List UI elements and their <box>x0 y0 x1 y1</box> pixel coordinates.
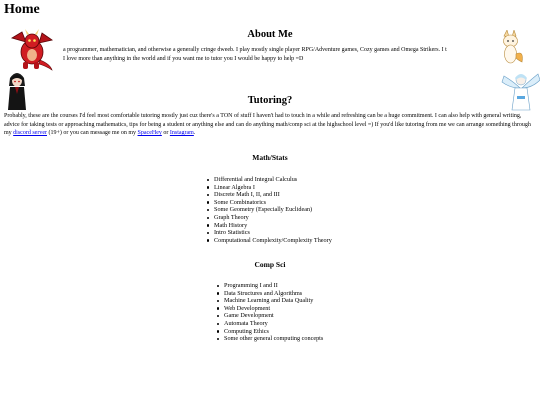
spacehey-link[interactable]: SpaceHey <box>137 130 162 136</box>
list-item: Web Development <box>216 305 323 313</box>
list-item: Linear Algebra I <box>206 184 332 192</box>
about-line-2: I love more than anything in the world and if you want me to tutor you I would be happy to help =D <box>63 56 304 62</box>
discord-server-link[interactable]: discord server <box>13 130 47 136</box>
math-stats-list <box>206 176 332 244</box>
about-line-1: a programmer, mathematician, and otherwise a generally cringe dweeb. I play mostly single player RPG/Adventure games, Cozy games and Omega Strikers. I t <box>63 47 447 53</box>
math-stats-heading: Math/Stats <box>252 153 288 162</box>
tutoring-text-mid: (19+) or you can message me on my <box>47 130 138 136</box>
list-item: Machine Learning and Data Quality <box>216 297 323 305</box>
list-item: Some other general computing concepts <box>216 335 323 343</box>
list-item: Intro Statistics <box>206 229 332 237</box>
fairy-character-icon <box>500 66 540 116</box>
tutoring-text-start: Probably, these are the courses I'd feel most comfortable tutoring mostly just cuz there's a TON of stuff I haven't had to touch in a while and refreshing can be a huge commitment. I can also help with general writing, advice for taking tests or approaching mathematics, tips for being a student or anything else and can do anything math/comp sci at the highschool level =) If you'd like tutoring from me we can arrange something through my <box>4 113 531 136</box>
list-item: Some Geometry (Especially Euclidean) <box>206 206 332 214</box>
about-heading: About Me <box>247 29 293 40</box>
tutoring-paragraph <box>4 112 536 138</box>
list-item: Some Combinatorics <box>206 199 332 207</box>
about-text <box>63 46 499 66</box>
list-item: Computing Ethics <box>216 328 323 336</box>
comp-sci-list <box>216 282 323 343</box>
tutoring-text-end: . <box>193 130 196 136</box>
tutoring-heading: Tutoring? <box>247 95 293 106</box>
list-item: Math History <box>206 222 332 230</box>
tutoring-text-or: or <box>161 130 170 136</box>
list-item: Game Development <box>216 312 323 320</box>
list-item: Graph Theory <box>206 214 332 222</box>
list-item: Programming I and II <box>216 282 323 290</box>
list-item: Data Structures and Algorithms <box>216 290 323 298</box>
list-item: Discrete Math I, II, and III <box>206 191 332 199</box>
instagram-link[interactable]: Instagram <box>169 130 194 136</box>
list-item: Automata Theory <box>216 320 323 328</box>
page-title: Home <box>4 2 40 17</box>
comp-sci-heading: Comp Sci <box>254 260 286 269</box>
list-item: Computational Complexity/Complexity Theory <box>206 237 332 245</box>
list-item: Differential and Integral Calculus <box>206 176 332 184</box>
